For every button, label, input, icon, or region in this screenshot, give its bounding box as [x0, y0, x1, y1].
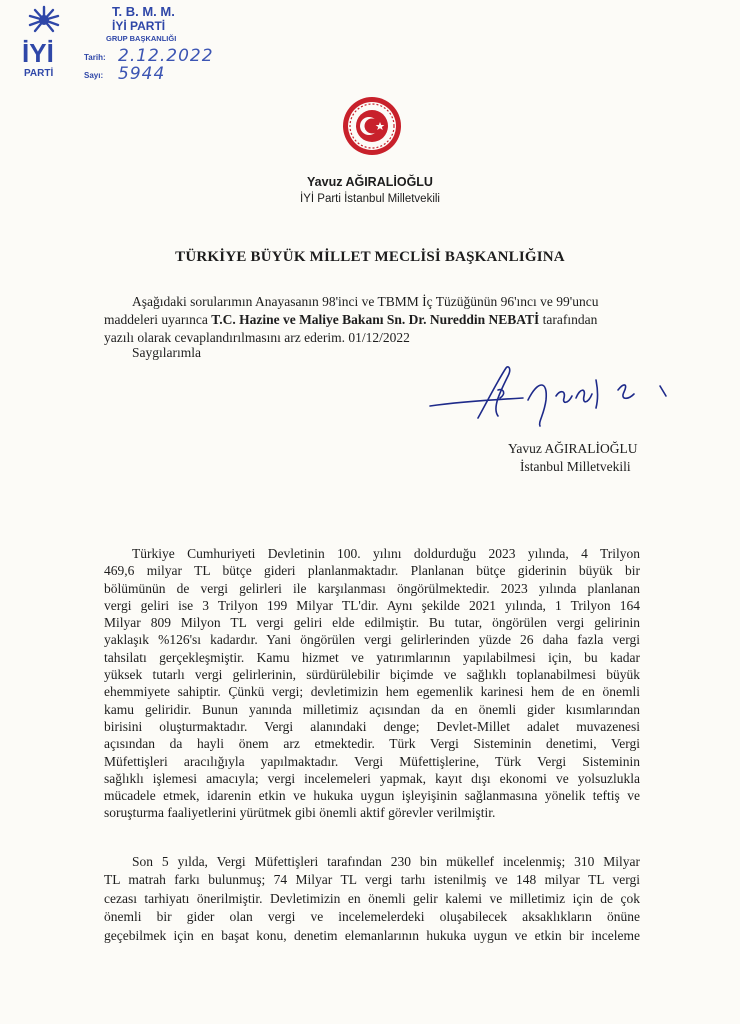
minister-name: T.C. Hazine ve Maliye Bakanı Sn. Dr. Nureddin NEBATİ: [211, 312, 540, 327]
body-line: yaklaşık %126'sı kadardır. Yani öngörülen vergi gelirlerinden yüzde 26 daha fazla vergi: [104, 632, 640, 648]
body-line: sağlıklı işlemesi amacıyla; vergi incelemeleri yapmak, kayıt dışı ekonomi ve yolsuzlukla: [104, 770, 640, 786]
body-line: soruşturma faaliyetlerini yürütmek gibi önemli aktif görevler verilmiştir.: [104, 805, 496, 821]
intro-line-2: [104, 311, 597, 328]
body-line: açısından da hayli önem arz etmektedir. Türk Vergi Sisteminin denetimi, Vergi: [104, 736, 640, 752]
signature-name: Yavuz AĞIRALİOĞLU: [508, 441, 638, 456]
body-line: ehemmiyete sahiptir. Çünkü vergi; devletimizin hem egemenlik karinesi hem de en önemli: [104, 684, 640, 700]
stamp-line3: GRUP BAŞKANLIĞI: [106, 34, 177, 43]
logo-word: İYİ: [22, 38, 54, 68]
sun-icon: [22, 4, 66, 40]
body-line: geçebilmek için en başat konu, denetim elemanlarının hukuka uygun ve etkin bir inceleme: [104, 927, 640, 943]
stamp-number-label: Sayı:: [84, 71, 104, 80]
intro-line-2-post: tarafından: [539, 312, 598, 327]
stamp-line2: İYİ PARTİ: [112, 19, 166, 33]
body-paragraph-2: [104, 853, 640, 945]
handwritten-signature: [428, 360, 678, 430]
iyi-parti-logo: [18, 4, 70, 82]
sender-name: Yavuz AĞIRALİOĞLU: [307, 175, 433, 189]
body-line: 469,6 milyar TL bütçe gideri planlanmaktadır. Planlanan bütçe giderinin büyük bir: [104, 563, 640, 579]
closing-salutation: Saygılarımla: [132, 345, 201, 360]
body-line: önemli bir gider olan vergi ve incelemelerdeki oluşabilecek aksaklıkların önüne: [104, 909, 640, 925]
body-line: Son 5 yılda, Vergi Müfettişleri tarafından 230 bin mükellef incelenmiş; 310 Milyar: [132, 854, 640, 869]
sender-role: İYİ Parti İstanbul Milletvekili: [300, 193, 440, 205]
body-paragraph-1: [104, 545, 640, 822]
body-line: yüksek tutarlı vergi gelirlerinin, sürdürülebilir biçimde ve sağlıklı toplanabilmesi büyük: [104, 667, 640, 683]
body-line: vergi geliri ise 3 Trilyon 199 Milyar TL'dir. Aynı şekilde 2021 yılında, 1 Trilyon 164: [104, 597, 640, 613]
stamp-date-value: 2.12.2022: [118, 46, 214, 66]
stamp-date-label: Tarih:: [84, 53, 106, 62]
body-line: tahsilatı gerçekleşmiştir. Kamu hizmet ve yatırımlarının yapılabilmesi için, bu kadar: [104, 649, 640, 665]
body-line: mücadele etmek, idarenin etkin ve hukuka uygun işleyişinin sağlanmasına yönelik teftiş ve: [104, 788, 640, 804]
tbmm-party-stamp: [18, 4, 238, 84]
body-line: Müfettişleri aracılığıyla yapılmaktadır. Vergi Müfettişlerine, Türk Vergi Sisteminin: [104, 753, 640, 769]
body-line: kamu geliridir. Bunun yanında milletimiz açısından da en önemli gider kısımlarından: [104, 701, 640, 717]
tbmm-emblem-icon: [342, 96, 402, 156]
intro-line-1: Aşağıdaki sorularımın Anayasanın 98'inci ve TBMM İç Tüzüğünün 96'ıncı ve 99'uncu: [132, 294, 599, 309]
body-line: birisini oluşturmaktadır. Vergi alanındaki denge; Devlet-Millet adalet muvazenesi: [104, 718, 640, 734]
body-line: TL matrah farkı bulunmuş; 74 Milyar TL vergi tarhı istenilmiş ve 148 milyar TL vergi: [104, 872, 640, 888]
stamp-number-value: 5944: [118, 64, 166, 84]
body-line: bölümünün de vergi gelirleri ile karşılanması öngörülmektedir. 2023 yılında planlanan: [104, 580, 640, 596]
body-line: cezası tarhiyatı önerilmiştir. Devletimizin en önemli gelir kalemi ve milletimiz için de çok: [104, 890, 640, 906]
signature-role: İstanbul Milletvekili: [520, 459, 631, 474]
document-title: TÜRKİYE BÜYÜK MİLLET MECLİSİ BAŞKANLIĞINA: [175, 249, 565, 265]
body-line: Türkiye Cumhuriyeti Devletinin 100. yılını doldurduğu 2023 yılında, 4 Trilyon: [132, 546, 640, 561]
body-line: Milyar 809 Milyon TL vergi geliri elde edilmiştir. Bu tutar, öngörülen vergi gelirinin: [104, 615, 640, 631]
intro-line-2-pre: maddeleri uyarınca: [104, 312, 212, 327]
stamp-line1: T. B. M. M.: [112, 4, 175, 19]
intro-line-3: yazılı olarak cevaplandırılmasını arz ederim. 01/12/2022: [104, 330, 410, 345]
logo-sub: PARTİ: [24, 68, 54, 79]
